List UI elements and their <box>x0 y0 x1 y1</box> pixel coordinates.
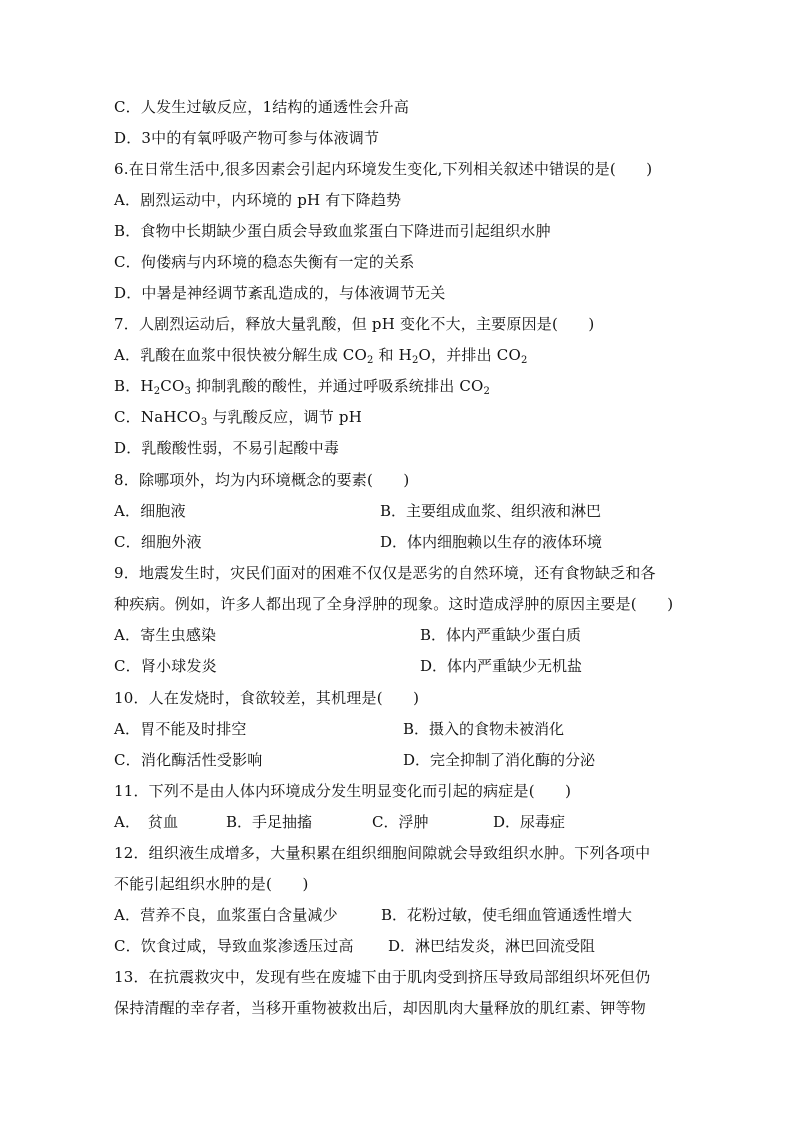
q9-option-c: C．肾小球发炎 <box>114 657 217 675</box>
q10-option-a: A．胃不能及时排空 <box>114 720 247 738</box>
q6-option-b: B．食物中长期缺少蛋白质会导致血浆蛋白下降进而引起组织水肿 <box>114 222 551 240</box>
question-8: 8．除哪项外，均为内环境概念的要素( ) <box>114 471 410 489</box>
q7-option-b: B．$H_2CO_3$ 抑制乳酸的酸性，并通过呼吸系统排出 $CO_2$ <box>114 377 491 397</box>
q7-option-c: C．NaHCO$_3$ 与乳酸反应，调节 pH <box>114 408 362 428</box>
q10-option-d: D．完全抑制了消化酶的分泌 <box>403 751 596 769</box>
q12-option-b: B．花粉过敏，使毛细血管通透性增大 <box>381 906 633 924</box>
question-10: 10．人在发烧时，食欲较差，其机理是( ) <box>114 689 420 707</box>
q12-option-d: D．淋巴结发炎，淋巴回流受阻 <box>388 937 596 955</box>
question-9-line2: 种疾病。例如，许多人都出现了全身浮肿的现象。这时造成浮肿的原因主要是( ) <box>114 595 674 613</box>
q10-option-c: C．消化酶活性受影响 <box>114 751 263 769</box>
q7-option-a: A．乳酸在血浆中很快被分解生成 $CO_2$ 和 $H_2O$，并排出 $CO_2$ <box>114 346 528 366</box>
q11-option-b: B．手足抽搐 <box>226 813 313 831</box>
q10-option-b: B．摄入的食物未被消化 <box>403 720 565 738</box>
q12-option-c: C．饮食过咸，导致血浆渗透压过高 <box>114 937 354 955</box>
q6-option-c: C．佝偻病与内环境的稳态失衡有一定的关系 <box>114 253 415 271</box>
question-13-line2: 保持清醒的幸存者，当移开重物被救出后，却因肌肉大量释放的肌红素、钾等物 <box>114 999 647 1017</box>
q12-option-a: A．营养不良，血浆蛋白含量减少 <box>114 906 338 924</box>
question-9-line1: 9．地震发生时，灾民们面对的困难不仅仅是恶劣的自然环境，还有食物缺乏和各 <box>114 564 656 582</box>
q11-option-d: D．尿毒症 <box>493 813 566 831</box>
question-12-line2: 不能引起组织水肿的是( ) <box>114 875 309 893</box>
q8-option-b: B．主要组成血浆、组织液和淋巴 <box>380 502 602 520</box>
q11-option-c: C．浮肿 <box>372 813 429 831</box>
q6-option-a: A．剧烈运动中，内环境的 pH 有下降趋势 <box>114 191 402 209</box>
option-c-prev: C．人发生过敏反应，1结构的通透性会升高 <box>114 98 410 116</box>
question-13-line1: 13．在抗震救灾中，发现有些在废墟下由于肌肉受到挤压导致局部组织坏死但仍 <box>114 968 651 986</box>
question-6: 6.在日常生活中,很多因素会引起内环境发生变化,下列相关叙述中错误的是( ) <box>114 160 653 178</box>
q9-option-d: D．体内严重缺少无机盐 <box>420 657 583 675</box>
question-11: 11．下列不是由人体内环境成分发生明显变化而引起的病症是( ) <box>114 782 572 800</box>
q8-option-a: A．细胞液 <box>114 502 186 520</box>
q9-option-b: B．体内严重缺少蛋白质 <box>420 626 582 644</box>
q6-option-d: D．中暑是神经调节紊乱造成的，与体液调节无关 <box>114 284 446 302</box>
option-d-prev: D．3中的有氧呼吸产物可参与体液调节 <box>114 129 380 147</box>
question-12-line1: 12．组织液生成增多，大量积累在组织细胞间隙就会导致组织水肿。下列各项中 <box>114 844 651 862</box>
q11-option-a: A． 贫血 <box>114 813 179 831</box>
q8-option-c: C．细胞外液 <box>114 533 202 551</box>
q8-option-d: D．体内细胞赖以生存的液体环境 <box>380 533 603 551</box>
question-7: 7．人剧烈运动后，释放大量乳酸，但 pH 变化不大，主要原因是( ) <box>114 315 595 333</box>
q7-option-d: D．乳酸酸性弱，不易引起酸中毒 <box>114 439 340 457</box>
q9-option-a: A．寄生虫感染 <box>114 626 217 644</box>
